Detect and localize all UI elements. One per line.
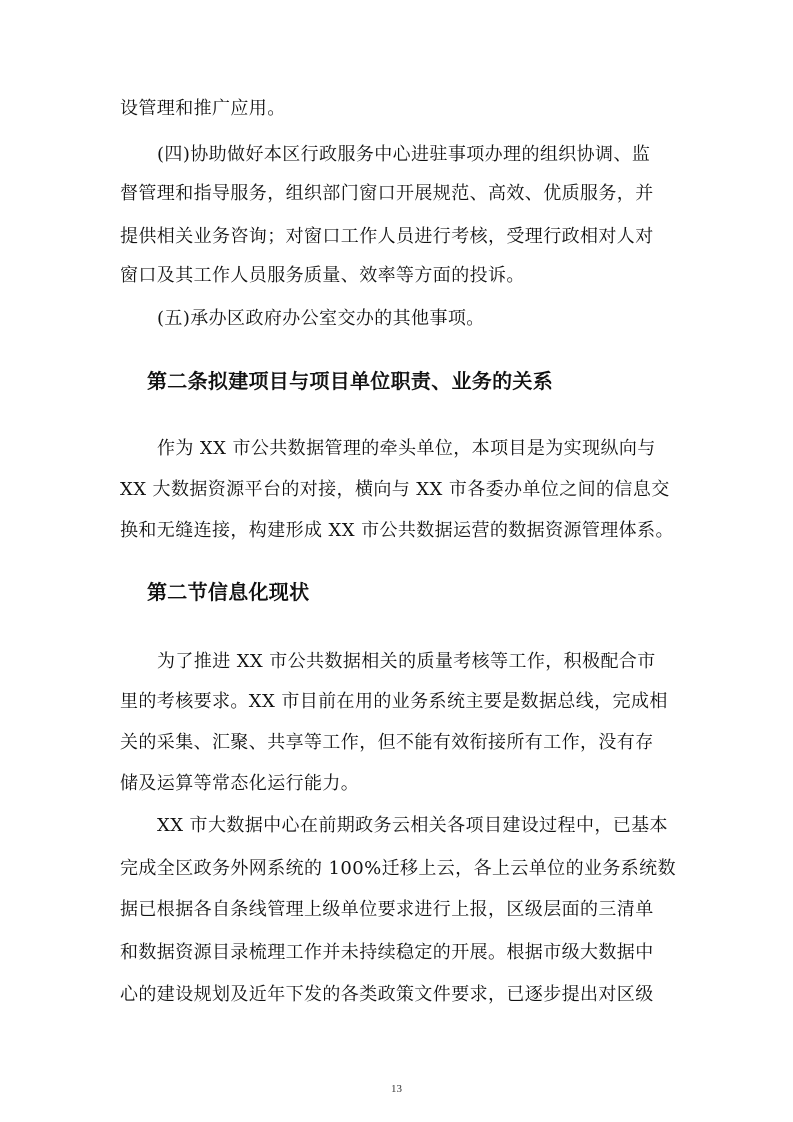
paragraph-line: 据已根据各自条线管理上级单位要求进行上报，区级层面的三清单	[120, 899, 654, 920]
section-heading: 第二节信息化现状	[147, 580, 310, 604]
paragraph-line: 窗口及其工作人员服务质量、效率等方面的投诉。	[120, 265, 525, 286]
paragraph-line: 里的考核要求。XX 市目前在用的业务系统主要是数据总线，完成相	[120, 691, 668, 712]
paragraph-line: 换和无缝连接，构建形成 XX 市公共数据运营的数据资源管理体系。	[120, 520, 674, 541]
paragraph-line: 作为 XX 市公共数据管理的牵头单位，本项目是为实现纵向与	[157, 438, 656, 459]
paragraph-line: (五)承办区政府办公室交办的其他事项。	[157, 308, 485, 329]
paragraph-line: 设管理和推广应用。	[120, 98, 286, 119]
paragraph-line: 提供相关业务咨询；对窗口工作人员进行考核，受理行政相对人对	[120, 226, 654, 247]
paragraph-line: 储及运算等常态化运行能力。	[120, 773, 360, 794]
paragraph-line: 关的采集、汇聚、共享等工作，但不能有效衔接所有工作，没有存	[120, 732, 654, 753]
page-number: 13	[391, 1083, 402, 1095]
paragraph-line: XX 市大数据中心在前期政务云相关各项目建设过程中，已基本	[157, 815, 668, 836]
section-heading: 第二条拟建项目与项目单位职责、业务的关系	[147, 369, 553, 393]
paragraph-line: 心的建设规划及近年下发的各类政策文件要求，已逐步提出对区级	[120, 984, 654, 1005]
paragraph-line: (四)协助做好本区行政服务中心进驻事项办理的组织协调、监	[157, 144, 651, 165]
paragraph-line: 督管理和指导服务，组织部门窗口开展规范、高效、优质服务，并	[120, 183, 654, 204]
paragraph-line: 完成全区政务外网系统的 100%迁移上云，各上云单位的业务系统数	[120, 858, 676, 879]
paragraph-line: 为了推进 XX 市公共数据相关的质量考核等工作，积极配合市	[157, 651, 656, 672]
paragraph-line: 和数据资源目录梳理工作并未持续稳定的开展。根据市级大数据中	[120, 942, 654, 963]
paragraph-line: XX 大数据资源平台的对接，横向与 XX 市各委办单位之间的信息交	[120, 479, 670, 500]
